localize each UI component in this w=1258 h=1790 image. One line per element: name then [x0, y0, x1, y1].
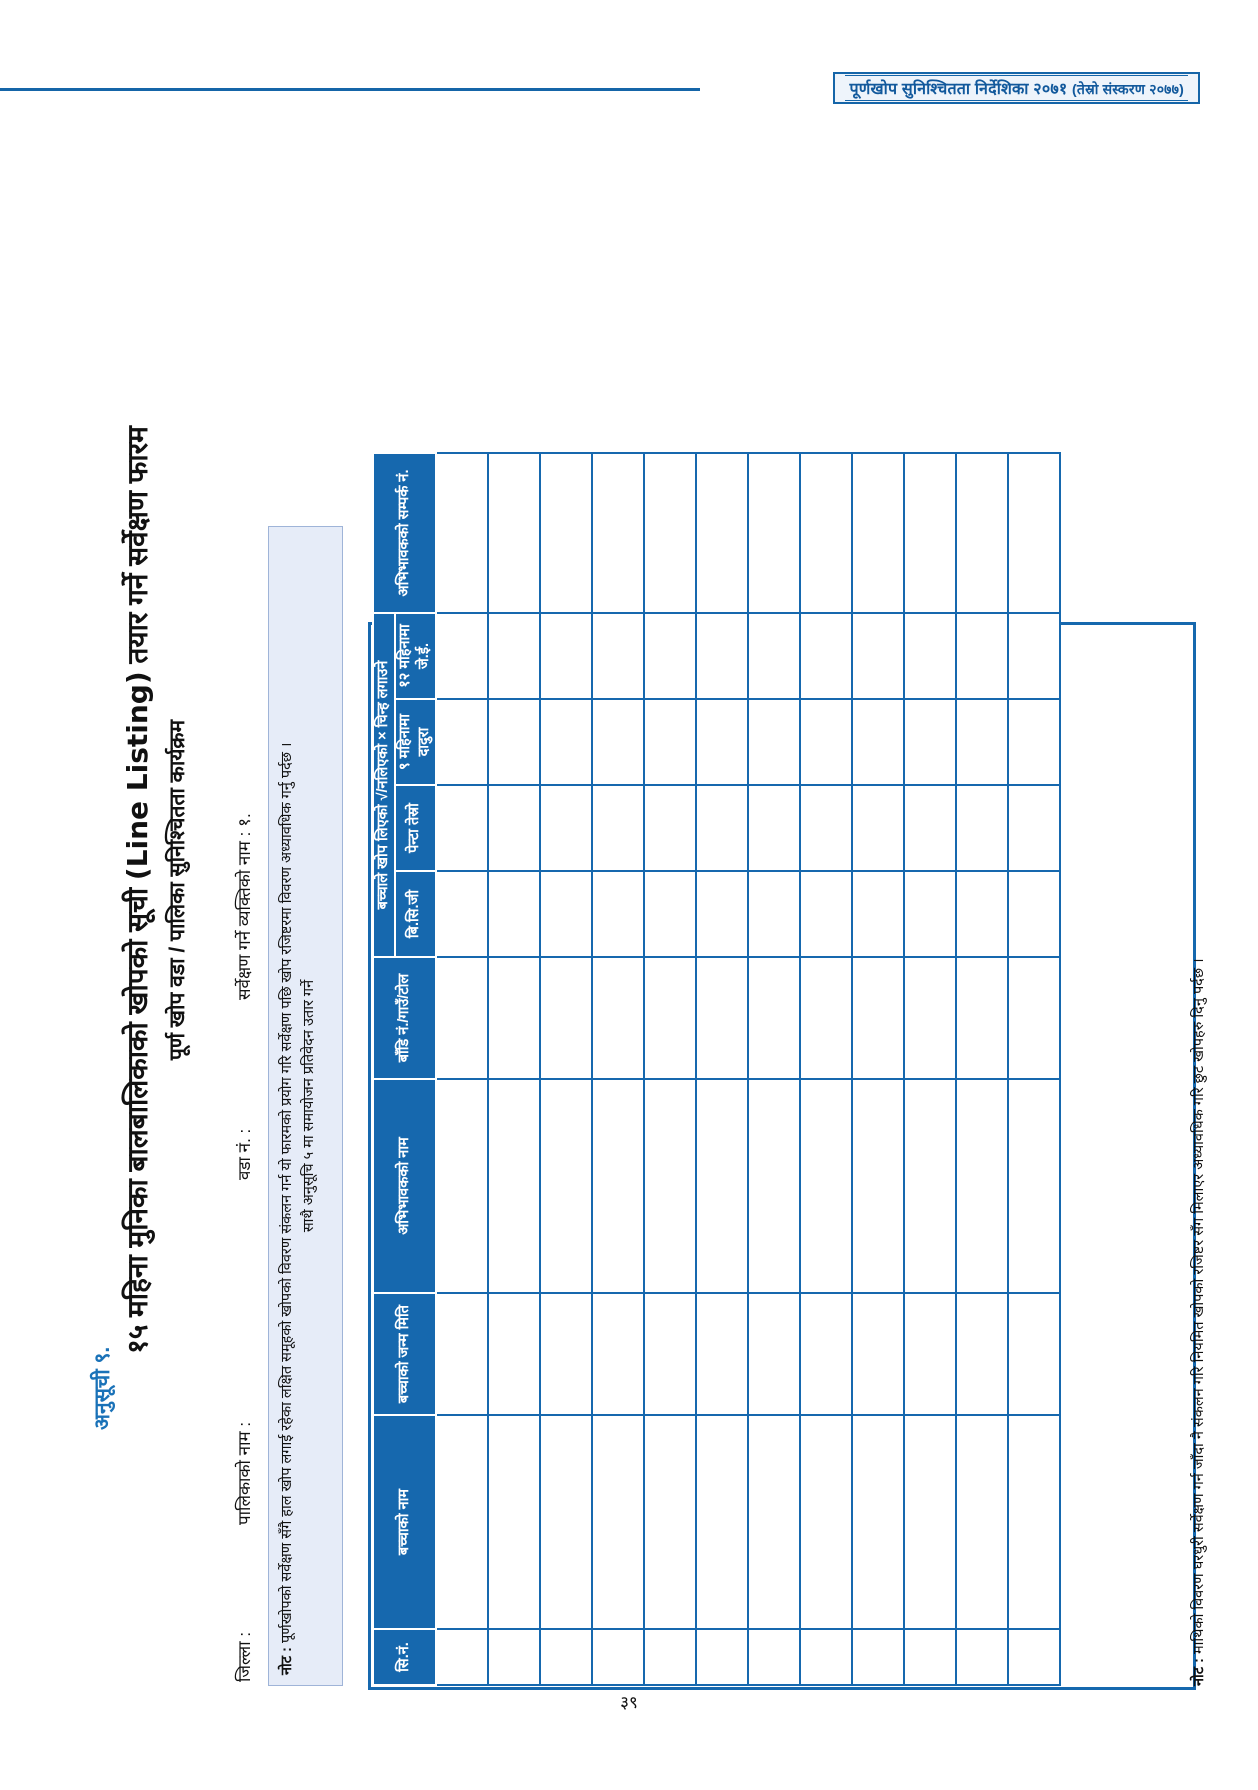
note-top-line-1 — [276, 537, 298, 1675]
table-cell[interactable] — [748, 1079, 800, 1293]
table-row — [904, 453, 956, 1685]
table-cell[interactable] — [540, 1415, 592, 1629]
table-cell[interactable] — [696, 1293, 748, 1415]
table-cell[interactable] — [540, 957, 592, 1079]
note-bottom-text: माथिको विवरण घरधुरी सर्वेक्षण गर्न जाँदा नै संकलन गरि नियमित खोपको रजिष्टर सँग मिलाएर अध्यावधिक गरि छुट खोपहरु दिनु पर्दछ । — [1191, 958, 1207, 1654]
table-cell[interactable] — [852, 1293, 904, 1415]
table-cell[interactable] — [748, 785, 800, 871]
table-row — [1008, 453, 1060, 1685]
header-title-edition: (तेस्रो संस्करण २०७७) — [1072, 81, 1184, 97]
table-cell[interactable] — [592, 1079, 644, 1293]
table-cell[interactable] — [644, 453, 696, 613]
table-cell[interactable] — [436, 871, 488, 957]
table-cell[interactable] — [488, 785, 540, 871]
table-cell[interactable] — [800, 699, 852, 785]
header-title-main: पूर्णखोप सुनिश्चितता निर्देशिका २०७१ — [849, 81, 1068, 98]
table-cell[interactable] — [852, 785, 904, 871]
table-cell[interactable] — [1008, 1415, 1060, 1629]
table-cell[interactable] — [956, 785, 1008, 871]
table-cell[interactable] — [904, 785, 956, 871]
table-cell[interactable] — [904, 871, 956, 957]
table-cell[interactable] — [488, 871, 540, 957]
page-title-part2: तयार गर्ने सर्वेक्षण फारम — [122, 426, 153, 672]
table-cell[interactable] — [436, 785, 488, 871]
note-top-text: पूर्णखोपको सर्वेक्षण सँगै हाल खोप लगाई रहेका लक्षित समूहको खोपको विवरण संकलन गर्न यो फारमको प्रयोग गरि सर्वेक्षण पछि खोप रजिष्टरमा विवरण अध्यावधिक गर्नु पर्दछ । — [279, 742, 295, 1643]
table-cell[interactable] — [644, 699, 696, 785]
table-cell[interactable] — [1008, 1293, 1060, 1415]
table-cell[interactable] — [1008, 785, 1060, 871]
table-cell[interactable] — [436, 453, 488, 613]
table-cell[interactable] — [904, 1415, 956, 1629]
table-cell[interactable] — [904, 613, 956, 699]
table-cell[interactable] — [488, 1415, 540, 1629]
table-row — [696, 453, 748, 1685]
table-cell[interactable] — [696, 871, 748, 957]
table-cell[interactable] — [696, 1079, 748, 1293]
table-cell[interactable] — [540, 1079, 592, 1293]
table-header-row-1 — [373, 453, 395, 1685]
table-cell[interactable] — [696, 1415, 748, 1629]
page-title — [118, 90, 156, 1690]
table-cell[interactable] — [748, 871, 800, 957]
table-cell[interactable] — [956, 1079, 1008, 1293]
table-cell[interactable] — [852, 1079, 904, 1293]
table-cell[interactable] — [592, 699, 644, 785]
table-cell[interactable] — [956, 453, 1008, 613]
table-head — [373, 453, 436, 1685]
table-cell[interactable] — [488, 1293, 540, 1415]
table-cell[interactable] — [748, 453, 800, 613]
table-cell[interactable] — [488, 1629, 540, 1685]
table-cell[interactable] — [800, 871, 852, 957]
table-cell[interactable] — [956, 1629, 1008, 1685]
table-cell[interactable] — [748, 1293, 800, 1415]
table-cell[interactable] — [696, 957, 748, 1079]
note-bottom — [1188, 86, 1208, 1686]
table-cell[interactable] — [852, 453, 904, 613]
table-cell[interactable] — [540, 1293, 592, 1415]
table-cell[interactable] — [644, 957, 696, 1079]
table-row — [748, 453, 800, 1685]
field-label-ward-no[interactable]: वडा नं. : — [235, 1128, 254, 1180]
table-cell[interactable] — [956, 1415, 1008, 1629]
table-row — [592, 453, 644, 1685]
table-row — [644, 453, 696, 1685]
note-top-label: नोट : — [279, 1647, 295, 1675]
th-child-name: बच्चाको नाम — [373, 1415, 436, 1629]
table-cell[interactable] — [1008, 957, 1060, 1079]
table-cell[interactable] — [540, 871, 592, 957]
th-ward-village: बाँडि नं./गाउँ/टोल — [373, 957, 436, 1079]
table-cell[interactable] — [748, 699, 800, 785]
th-guardian-name: अभिभावकको नाम — [373, 1079, 436, 1293]
table-cell[interactable] — [800, 613, 852, 699]
table-cell[interactable] — [644, 1293, 696, 1415]
table-cell[interactable] — [800, 957, 852, 1079]
table-cell[interactable] — [800, 1079, 852, 1293]
note-bottom-label: नोट : — [1191, 1658, 1207, 1686]
table-cell[interactable] — [852, 613, 904, 699]
table-cell[interactable] — [904, 957, 956, 1079]
table-cell[interactable] — [488, 699, 540, 785]
table-body — [436, 453, 1060, 1685]
table-cell[interactable] — [852, 699, 904, 785]
table-cell[interactable] — [904, 1293, 956, 1415]
page-subtitle: पूर्ण खोप वडा / पालिका सुनिश्चितता कार्यक्रम — [166, 719, 189, 1061]
field-label-surveyor-1[interactable]: सर्वेक्षण गर्ने व्यक्तिको नाम : १. — [235, 813, 254, 1000]
th-serial-no: सि.नं. — [373, 1629, 436, 1685]
table-row — [956, 453, 1008, 1685]
table-cell[interactable] — [852, 1629, 904, 1685]
th-vaccine-group: बच्चाले खोप लिएको √/नलिएको × चिन्ह लगाउने — [373, 613, 395, 957]
table-cell[interactable] — [644, 613, 696, 699]
table-cell[interactable] — [1008, 871, 1060, 957]
page-number: ३९ — [620, 1693, 638, 1712]
table-cell[interactable] — [592, 957, 644, 1079]
table-cell[interactable] — [748, 957, 800, 1079]
table-cell[interactable] — [644, 1629, 696, 1685]
table-cell[interactable] — [904, 453, 956, 613]
table-cell[interactable] — [540, 699, 592, 785]
table-cell[interactable] — [956, 699, 1008, 785]
table-cell[interactable] — [1008, 453, 1060, 613]
table-cell[interactable] — [800, 1293, 852, 1415]
table-cell[interactable] — [436, 1079, 488, 1293]
table-cell[interactable] — [488, 453, 540, 613]
table-cell[interactable] — [1008, 699, 1060, 785]
table-row — [800, 453, 852, 1685]
table-cell[interactable] — [592, 1415, 644, 1629]
table-cell[interactable] — [748, 613, 800, 699]
table-cell[interactable] — [748, 1629, 800, 1685]
table-cell[interactable] — [644, 1079, 696, 1293]
table-cell[interactable] — [644, 785, 696, 871]
table-cell[interactable] — [800, 1629, 852, 1685]
table-cell[interactable] — [956, 613, 1008, 699]
table-cell[interactable] — [1008, 613, 1060, 699]
page-title-latin: (Line Listing) — [121, 671, 154, 881]
table-cell[interactable] — [592, 613, 644, 699]
table-cell[interactable] — [956, 957, 1008, 1079]
table-cell[interactable] — [540, 453, 592, 613]
table-cell[interactable] — [592, 453, 644, 613]
table-cell[interactable] — [436, 1629, 488, 1685]
table-cell[interactable] — [904, 699, 956, 785]
table-cell[interactable] — [748, 1415, 800, 1629]
table-cell[interactable] — [956, 871, 1008, 957]
table-cell[interactable] — [800, 785, 852, 871]
note-box-top — [268, 526, 343, 1686]
th-vaccine-penta3: पेन्टा तेस्रो — [395, 785, 436, 871]
table-cell[interactable] — [852, 871, 904, 957]
table-cell[interactable] — [436, 1293, 488, 1415]
th-vaccine-bcg: बि.सि.जी — [395, 871, 436, 957]
table-cell[interactable] — [540, 613, 592, 699]
table-row — [540, 453, 592, 1685]
th-date-of-birth: बच्चाको जन्म मिति — [373, 1293, 436, 1415]
table-cell[interactable] — [592, 871, 644, 957]
field-label-palika[interactable]: पालिकाको नाम : — [235, 1421, 254, 1525]
field-label-district[interactable]: जिल्ला : — [235, 1631, 254, 1682]
table-cell[interactable] — [696, 613, 748, 699]
page-title-part1: १५ महिना मुनिका बालबालिकाको खोपको सूची — [122, 880, 153, 1354]
annex-number: अनुसूची ९. — [91, 1346, 114, 1430]
table-row — [852, 453, 904, 1685]
line-listing-table — [372, 452, 1061, 1686]
table-cell[interactable] — [488, 613, 540, 699]
note-top-line-2: साथै अनुसूचि ५ मा समायोजन प्रतिवेदन उतार गर्ने — [301, 979, 318, 1233]
table-cell[interactable] — [696, 453, 748, 613]
table-cell[interactable] — [1008, 1629, 1060, 1685]
th-contact-no: अभिभावकको सम्पर्क नं. — [373, 453, 436, 613]
table-cell[interactable] — [644, 871, 696, 957]
table-cell[interactable] — [592, 1629, 644, 1685]
th-vaccine-measles-9m: ९ महिनामा दादुरा — [395, 699, 436, 785]
table-cell[interactable] — [488, 1079, 540, 1293]
table-cell[interactable] — [488, 957, 540, 1079]
table-cell[interactable] — [956, 1293, 1008, 1415]
table-cell[interactable] — [852, 957, 904, 1079]
table-cell[interactable] — [904, 1079, 956, 1293]
table-cell[interactable] — [852, 1415, 904, 1629]
table-cell[interactable] — [592, 1293, 644, 1415]
table-cell[interactable] — [904, 1629, 956, 1685]
table-cell[interactable] — [436, 613, 488, 699]
table-cell[interactable] — [436, 957, 488, 1079]
th-vaccine-je-12m: १२ महिनामा जे.ई. — [395, 613, 436, 699]
table-cell[interactable] — [800, 1415, 852, 1629]
table-cell[interactable] — [436, 699, 488, 785]
table-cell[interactable] — [696, 699, 748, 785]
table-cell[interactable] — [540, 785, 592, 871]
table-cell[interactable] — [696, 1629, 748, 1685]
table-cell[interactable] — [644, 1415, 696, 1629]
table-cell[interactable] — [800, 453, 852, 613]
table-cell[interactable] — [592, 785, 644, 871]
table-cell[interactable] — [436, 1415, 488, 1629]
table-row — [436, 453, 488, 1685]
table-cell[interactable] — [540, 1629, 592, 1685]
table-row — [488, 453, 540, 1685]
table-cell[interactable] — [696, 785, 748, 871]
table-cell[interactable] — [1008, 1079, 1060, 1293]
